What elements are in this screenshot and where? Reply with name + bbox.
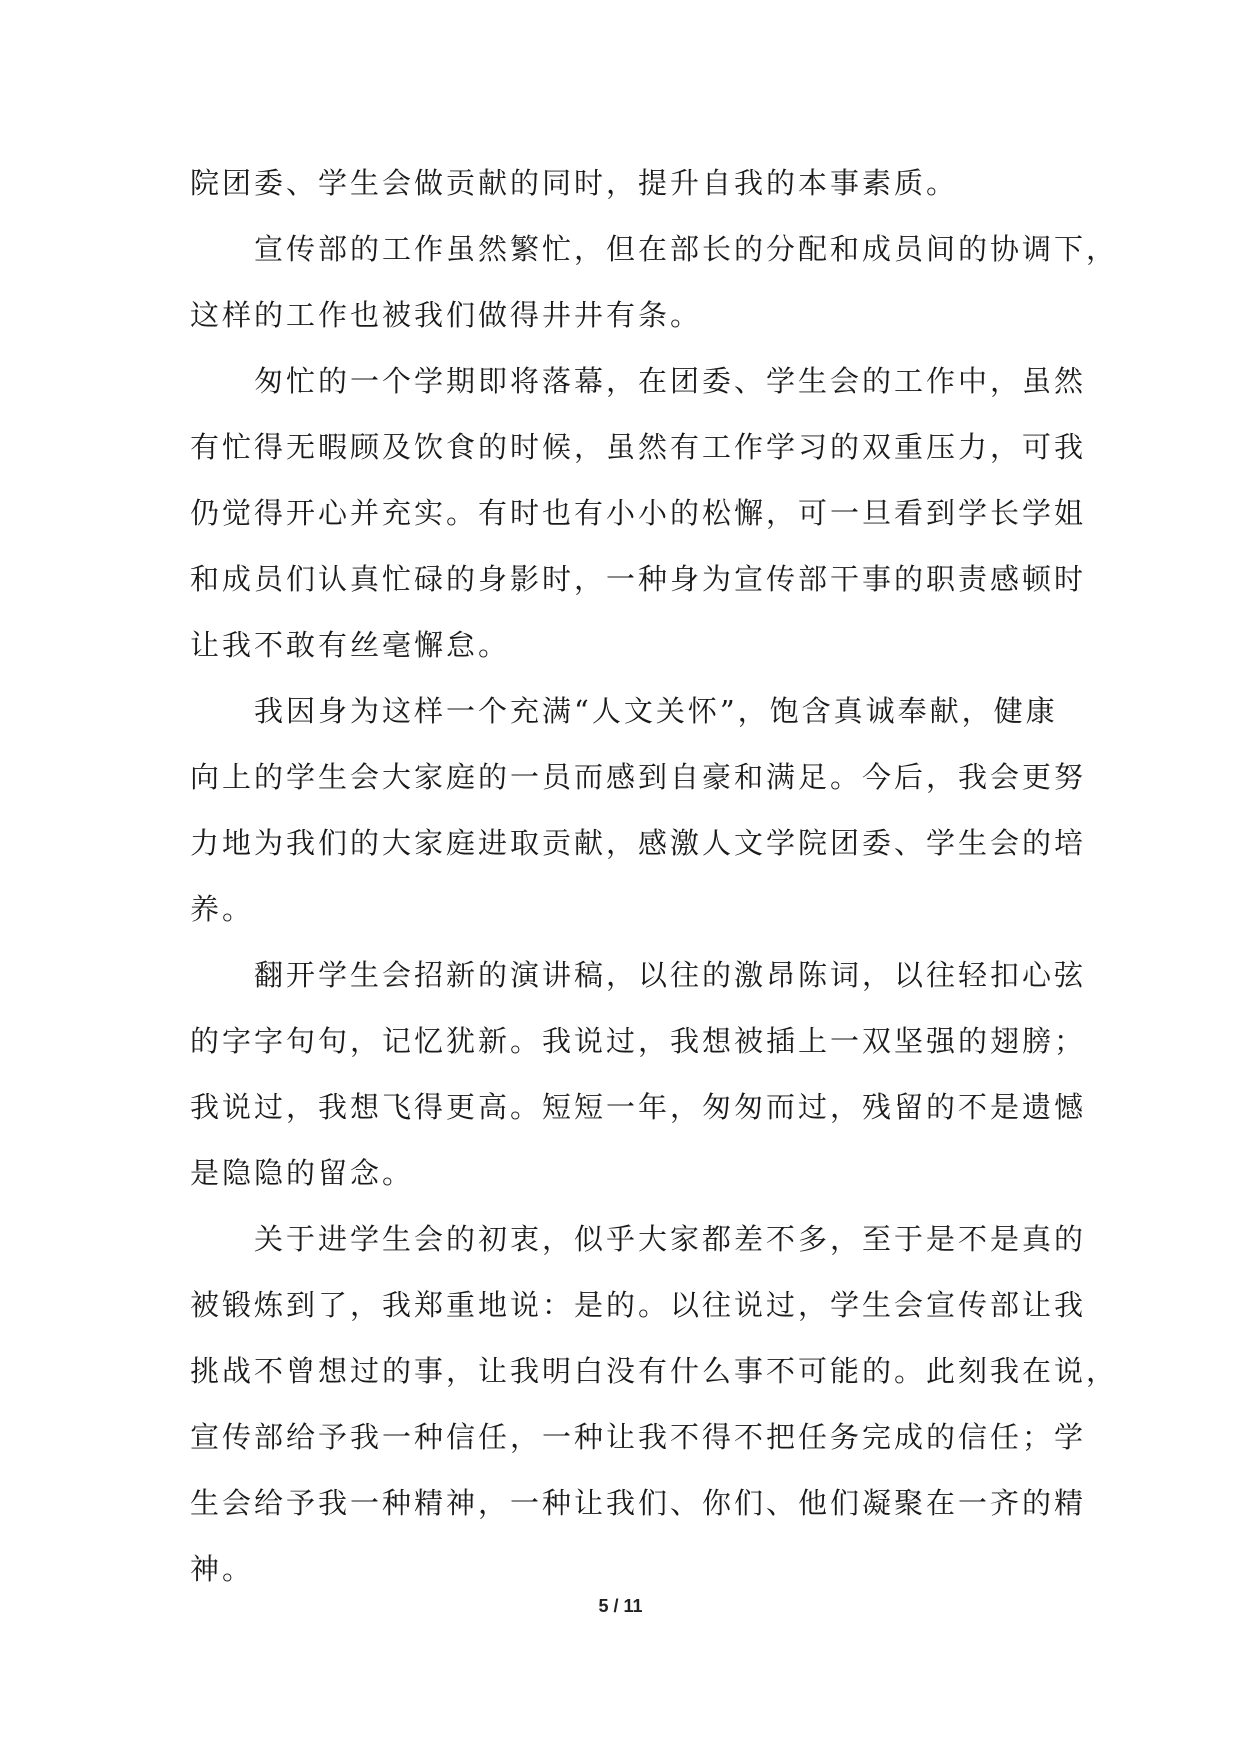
text-line: 向上的学生会大家庭的一员而感到自豪和满足。今后，我会更努	[190, 760, 1087, 794]
paragraph-6	[190, 1206, 1119, 1602]
text-line: 我因身为这样一个充满“人文关怀”，饱含真诚奉献，健康	[254, 694, 1058, 728]
text-line: 和成员们认真忙碌的身影时，一种身为宣传部干事的职责感顿时	[190, 562, 1087, 596]
text-line: 翻开学生会招新的演讲稿，以往的激昂陈词，以往轻扣心弦	[254, 958, 1087, 992]
text-line: 院团委、学生会做贡献的同时，提升自我的本事素质。	[190, 166, 959, 200]
text-line: 被锻炼到了，我郑重地说：是的。以往说过，学生会宣传部让我	[190, 1288, 1087, 1322]
text-line: 养。	[190, 892, 255, 926]
text-line: 仍觉得开心并充实。有时也有小小的松懈，可一旦看到学长学姐	[190, 496, 1087, 530]
text-line: 的字字句句，记忆犹新。我说过，我想被插上一双坚强的翅膀；	[190, 1024, 1087, 1058]
text-line: 力地为我们的大家庭进取贡献，感激人文学院团委、学生会的培	[190, 826, 1087, 860]
document-body	[190, 150, 1119, 1602]
text-line: 宣传部的工作虽然繁忙，但在部长的分配和成员间的协调下，	[254, 232, 1119, 266]
text-line: 宣传部给予我一种信任，一种让我不得不把任务完成的信任；学	[190, 1420, 1087, 1454]
text-line: 是隐隐的留念。	[190, 1156, 415, 1190]
page-number: 5 / 11	[598, 1596, 643, 1616]
text-line: 我说过，我想飞得更高。短短一年，匆匆而过，残留的不是遗憾	[190, 1090, 1087, 1124]
text-line: 让我不敢有丝毫懈怠。	[190, 628, 511, 662]
text-line: 关于进学生会的初衷，似乎大家都差不多，至于是不是真的	[254, 1222, 1087, 1256]
text-line: 生会给予我一种精神，一种让我们、你们、他们凝聚在一齐的精	[190, 1486, 1087, 1520]
text-line: 有忙得无暇顾及饮食的时候，虽然有工作学习的双重压力，可我	[190, 430, 1087, 464]
paragraph-4	[190, 678, 1087, 942]
paragraph-1	[190, 150, 1080, 216]
text-line: 这样的工作也被我们做得井井有条。	[190, 298, 703, 332]
paragraph-2	[190, 216, 1119, 348]
text-line: 神。	[190, 1552, 255, 1586]
text-line: 挑战不曾想过的事，让我明白没有什么事不可能的。此刻我在说，	[190, 1354, 1119, 1388]
paragraph-5	[190, 942, 1087, 1206]
text-line: 匆忙的一个学期即将落幕，在团委、学生会的工作中，虽然	[254, 364, 1087, 398]
paragraph-3	[190, 348, 1087, 678]
